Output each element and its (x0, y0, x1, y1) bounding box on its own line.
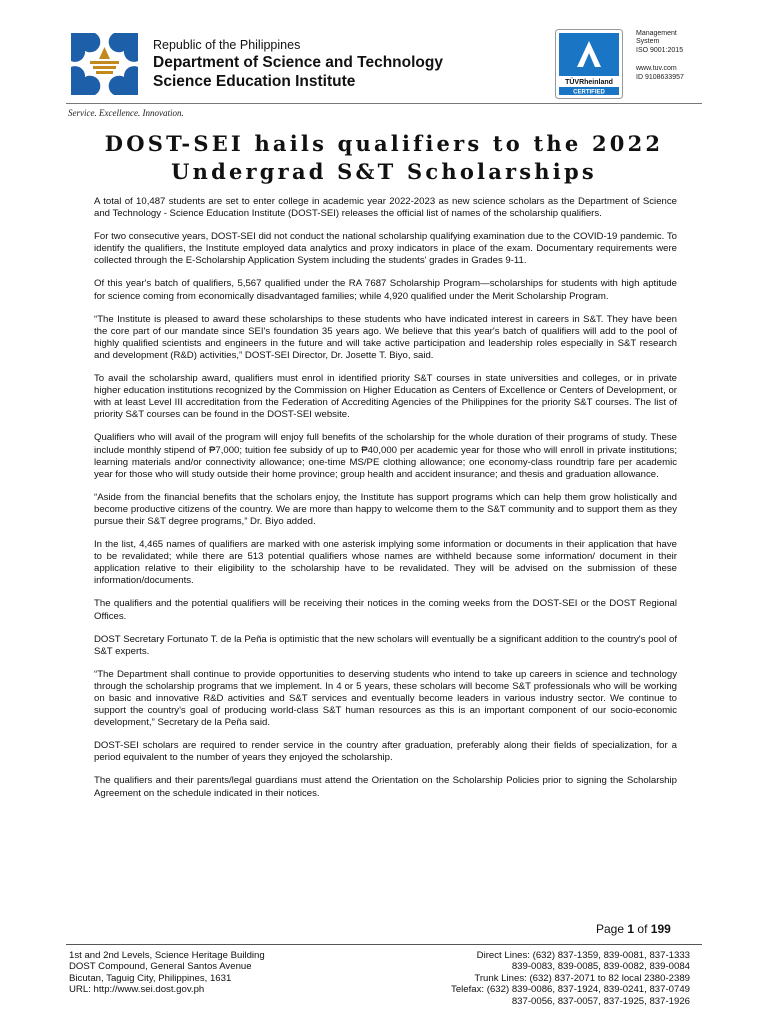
contact-line: Direct Lines: (632) 837-1359, 839-0081, 837-1333 (476, 950, 690, 961)
paragraph: To avail the scholarship award, qualifiers must enrol in identified priority S&T courses in state universities and colleges, or in private higher education institutions recognized by the Commission on Higher Education as Centers of Excellence or Centers of Development, or with at least Level III accreditation from the Federation of Accrediting Agencies of the Philippines for the priority S&T courses. The list of priority S&T courses can be found in the DOST-SEI website. (94, 373, 677, 421)
footer-address (69, 950, 265, 996)
paragraph: “Aside from the financial benefits that the scholars enjoy, the Institute has support programs which can help them grow holistically and become productive citizens of the country. We are more than happy to welcome them to the S&T community and to support them as they pursue their S&T degree programs,” Dr. Biyo added. (94, 491, 677, 527)
article-title (68, 130, 700, 186)
badge-label: CERTIFIED (573, 89, 605, 96)
dost-logo-icon (67, 29, 142, 99)
republic-line: Republic of the Philippines (153, 38, 301, 52)
contact-line: Telefax: (632) 839-0086, 837-1924, 839-0241, 837-0749 (451, 984, 690, 996)
paragraph: “The Department shall continue to provide opportunities to deserving students who intend to take up careers in science and technology through the scholarship programs that we implement. In 4 or 5 years, these scholars will become S&T professionals who will be working on basic and innovative R&D activities and S&T services and eventually become leaders in various industry sector. We continue to support the country's goal of producing world-class S&T human resources as this is an important component of our socio-economic development,” Secretary de la Peña said. (94, 668, 677, 729)
page-current: 1 (627, 922, 635, 936)
cert-info (636, 30, 684, 82)
article-body (94, 196, 677, 811)
paragraph: Qualifiers who will avail of the program will enjoy full benefits of the scholarship for the whole duration of their programs of study. These include monthly stipend of ₱7,000; tuition fee subsidy of up to ₱40,000 per academic year for those who will enroll in private institutions; learning materials and/or connectivity allowance; one-time MS/PE clothing allowance; one economy-class roundtrip fare per academic year for those who will study outside their home province; group health and accident insurance; and thesis and graduation allowance. (94, 432, 677, 480)
contact-line: 839-0083, 839-0085, 839-0082, 839-0084 (511, 961, 690, 973)
tagline: Service. Excellence. Innovation. (68, 108, 184, 118)
title-line-1: DOST-SEI hails qualifiers to the 2022 (104, 131, 664, 156)
header-divider (66, 103, 702, 104)
cert-url: www.tuv.com (636, 65, 677, 73)
paragraph: DOST-SEI scholars are required to render service in the country after graduation, preferably along their fields of specialization, for a period equivalent to the number of years they enjoyed the scholarship. (94, 740, 677, 764)
paragraph: Of this year's batch of qualifiers, 5,567 qualified under the RA 7687 Scholarship Program—scholarships for students with high aptitude for science coming from economically disadvantaged families; while 4,920 qualified under the Merit Scholarship Program. (94, 278, 677, 302)
tuv-certified-badge (555, 29, 623, 99)
contact-line: Trunk Lines: (632) 837-2071 to 82 local 2380-2389 (474, 972, 690, 984)
paragraph: For two consecutive years, DOST-SEI did not conduct the national scholarship qualifying examination due to the COVID-19 pandemic. To identify the qualifiers, the Institute employed data analytics and proxy indicators in place of the exam. Documentary requirements were collected through the E-Scholarship Application System including the students' grades in Grades 9-11. (94, 231, 677, 267)
page-of: of (637, 922, 648, 936)
paragraph: The qualifiers and the potential qualifiers will be receiving their notices in the coming weeks from the DOST-SEI or the DOST Regional Offices. (94, 598, 677, 622)
paragraph: In the list, 4,465 names of qualifiers are marked with one asterisk implying some information or documents in their application that have to be revalidated; while there are 513 potential qualifiers whose names are withheld because some information/ document in their application relative to their eligibility to the scholarship have to be revalidated. They will be advised on the submission of these information/documents. (94, 539, 677, 587)
institute-name: Science Education Institute (153, 73, 356, 90)
address-url: URL: http://www.sei.dost.gov.ph (69, 984, 205, 996)
page-total: 199 (650, 922, 671, 936)
badge-brand: TÜVRheinland (565, 79, 613, 86)
address-line: Bicutan, Taguig City, Philippines, 1631 (69, 972, 232, 984)
cert-line: System (636, 38, 660, 46)
page-label: Page (596, 922, 625, 936)
agency-header (153, 38, 443, 91)
department-name: Department of Science and Technology (153, 54, 443, 71)
footer-contacts (400, 950, 690, 1007)
address-line: DOST Compound, General Santos Avenue (69, 961, 252, 973)
paragraph: The qualifiers and their parents/legal guardians must attend the Orientation on the Scholarship Policies prior to signing the Scholarship Agreement on the schedule indicated in their notices. (94, 775, 677, 799)
cert-line: ISO 9001:2015 (636, 46, 684, 54)
cert-line: Management (636, 30, 677, 37)
paragraph: A total of 10,487 students are set to enter college in academic year 2022-2023 as new science scholars as the Department of Science and Technology - Science Education Institute (DOST-SEI) releases the official list of names of the scholarship qualifiers. (94, 196, 677, 220)
footer-divider (66, 944, 702, 945)
contact-line: 837-0056, 837-0057, 837-1925, 837-1926 (511, 995, 690, 1007)
page-number (596, 922, 671, 936)
cert-id: ID 9108633957 (636, 73, 684, 81)
paragraph: “The Institute is pleased to award these scholarships to these students who have indicated interest in careers in S&T. They have been the core part of our mandate since SEI's foundation 35 years ago. We believe that this year's batch of qualifiers will add to the pool of highly qualified scientists and engineers in the future and will take active participation and leadership roles especially in S&T research and development (R&D) activities,” DOST-SEI Director, Dr. Josette T. Biyo, said. (94, 313, 677, 361)
title-line-2: Undergrad S&T Scholarships (171, 159, 597, 184)
address-line: 1st and 2nd Levels, Science Heritage Building (69, 950, 265, 961)
paragraph: DOST Secretary Fortunato T. de la Peña is optimistic that the new scholars will eventually be a significant addition to the country's pool of S&T experts. (94, 633, 677, 657)
